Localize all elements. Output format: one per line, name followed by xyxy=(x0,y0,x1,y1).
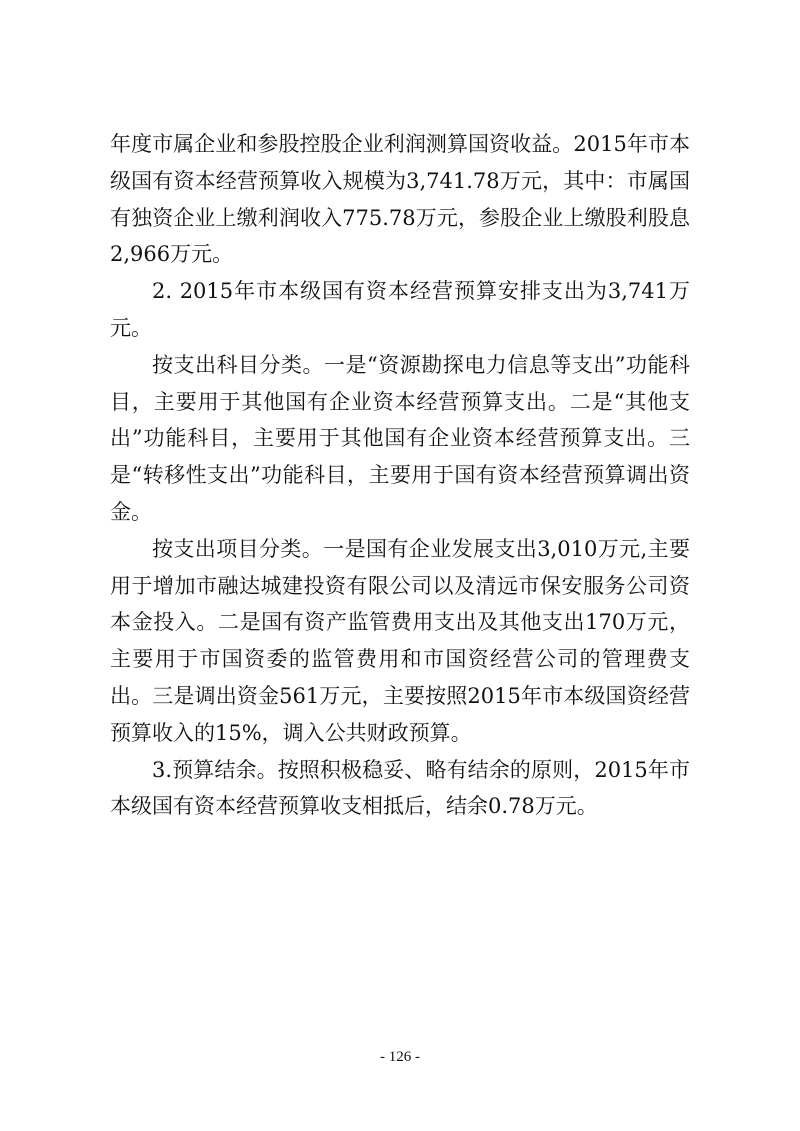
document-body xyxy=(110,126,690,825)
paragraph-by-functional-subject: 按支出科目分类。一是“资源勘探电力信息等支出”功能科目，主要用于其他国有企业资本经营预算支出。二是“其他支出”功能科目，主要用于其他国有企业资本经营预算支出。三是“转移性支出”功能科目，主要用于国有资本经营预算调出资金。 xyxy=(110,352,690,524)
paragraph-revenue-continued: 年度市属企业和参股控股企业利润测算国资收益。2015年市本级国有资本经营预算收入规模为3,741.78万元，其中：市属国有独资企业上缴利润收入775.78万元，参股企业上缴股利股息2,966万元。 xyxy=(110,132,690,267)
paragraph-expenditure-heading: 2. 2015年市本级国有资本经营预算安排支出为3,741万元。 xyxy=(110,279,690,340)
paragraph-by-project: 按支出项目分类。一是国有企业发展支出3,010万元,主要用于增加市融达城建投资有限公司以及清远市保安服务公司资本金投入。二是国有资产监管费用支出及其他支出170万元，主要用于市国资委的监管费用和市国资经营公司的管理费支出。三是调出资金561万元，主要按照2015年市本级国资经营预算收入的15%，调入公共财政预算。 xyxy=(110,536,690,745)
paragraph-budget-balance: 3.预算结余。按照积极稳妥、略有结余的原则，2015年市本级国有资本经营预算收支相抵后，结余0.78万元。 xyxy=(110,757,690,819)
page-number: - 126 - xyxy=(380,1049,420,1065)
